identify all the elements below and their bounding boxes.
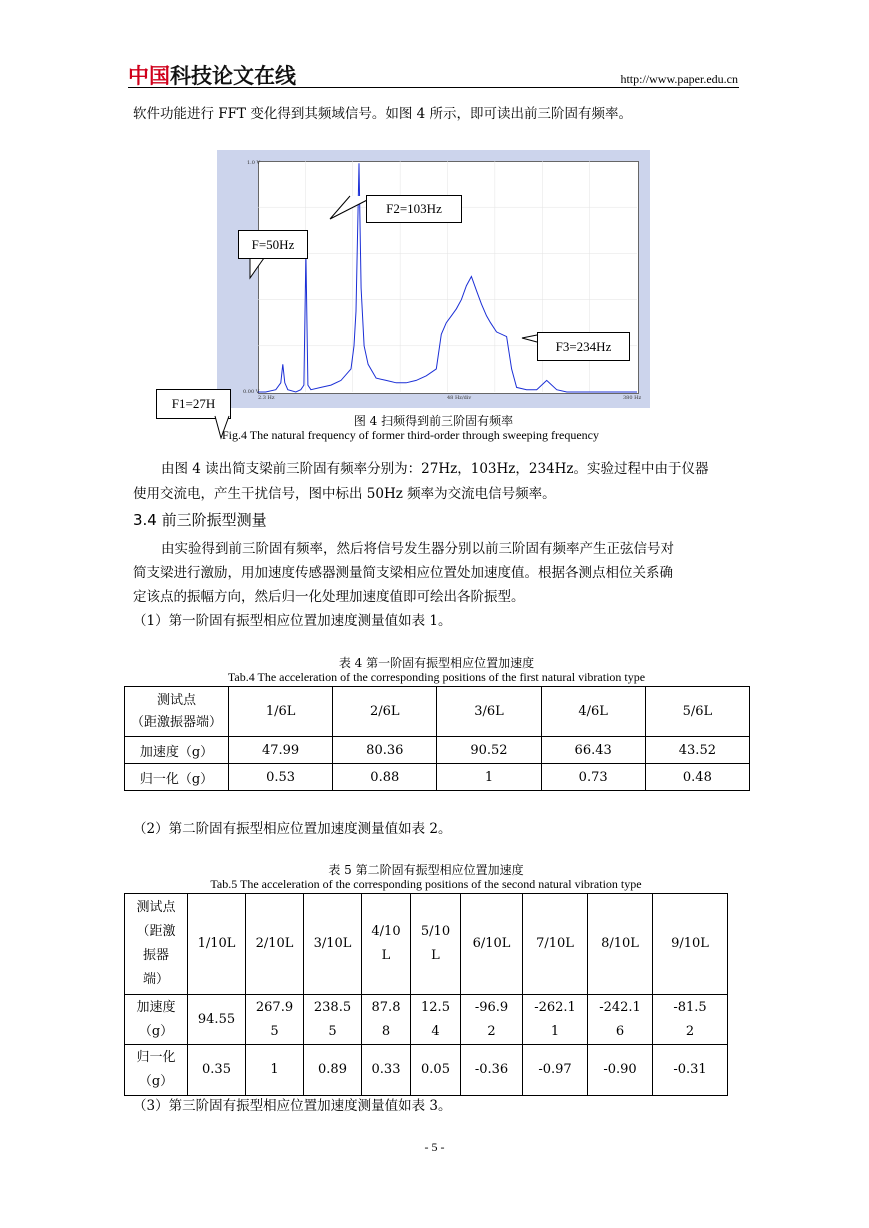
table-cell: 0.48: [645, 764, 749, 791]
figure-4-caption-en: Fig.4 The natural frequency of former third-order through sweeping frequency: [222, 428, 599, 442]
table-row: [125, 995, 728, 1045]
paragraph-table1-ref: （1）第一阶固有振型相应位置加速度测量值如表 1。: [133, 613, 452, 629]
table-cell: -0.90: [588, 1045, 653, 1096]
table-row: [125, 1045, 728, 1096]
table-cell: 0.53: [229, 764, 333, 791]
table-cell: 0.88: [333, 764, 437, 791]
paragraph-table2-ref: （2）第二阶固有振型相应位置加速度测量值如表 2。: [133, 821, 452, 837]
table-header-cell: 4/6L: [541, 687, 645, 737]
table-cell: 0.35: [188, 1045, 246, 1096]
table-cell: -96.9 2: [461, 995, 523, 1045]
paragraph-intro: 软件功能进行 FFT 变化得到其频域信号。如图 4 所示，即可读出前三阶固有频率。: [133, 106, 632, 122]
table-header-cell: 1/10L: [188, 894, 246, 995]
table-cell: 238.5 5: [304, 995, 362, 1045]
table-cell: 12.5 4: [411, 995, 461, 1045]
table-header-cell: 测试点 （距激 振器 端）: [125, 894, 188, 995]
table-5: [124, 893, 728, 1096]
table-header-cell: 8/10L: [588, 894, 653, 995]
table-cell: 90.52: [437, 737, 541, 764]
row-label-cell: 加速度（g）: [125, 737, 229, 764]
table-header-cell: 9/10L: [653, 894, 728, 995]
table-cell: 0.05: [411, 1045, 461, 1096]
table-header-cell: 7/10L: [523, 894, 588, 995]
table-cell: 80.36: [333, 737, 437, 764]
table-cell: 0.89: [304, 1045, 362, 1096]
x-right-label: 380 Hz: [623, 395, 642, 401]
table-header-cell: 2/10L: [246, 894, 304, 995]
table-cell: 47.99: [229, 737, 333, 764]
x-left-label: 2.3 Hz: [258, 395, 275, 401]
paragraph-method-l2: 简支梁进行激励，用加速度传感器测量简支梁相应位置处加速度值。根据各测点相位关系确: [133, 565, 673, 581]
table-cell: 1: [437, 764, 541, 791]
table-cell: 0.73: [541, 764, 645, 791]
section-title: 3.4 前三阶振型测量: [133, 511, 267, 529]
callout-f1: F1=27H: [156, 389, 231, 419]
table-cell: 43.52: [645, 737, 749, 764]
callout-f: F=50Hz: [238, 230, 308, 259]
table-header-cell: 3/10L: [304, 894, 362, 995]
table-header-cell: 1/6L: [229, 687, 333, 737]
paragraph-method-l3: 定该点的振幅方向，然后归一化处理加速度值即可绘出各阶振型。: [133, 589, 525, 605]
row-label-cell: 归一化（g）: [125, 764, 229, 791]
table-5-caption-cn: 表 5 第二阶固有振型相应位置加速度: [328, 863, 524, 877]
table-header-cell: 3/6L: [437, 687, 541, 737]
table-header-cell: 6/10L: [461, 894, 523, 995]
callout-f3: F3=234Hz: [537, 332, 630, 361]
page-number: - 5 -: [424, 1140, 445, 1154]
logo-dark-text: 科技论文在线: [170, 64, 296, 88]
table-cell: 94.55: [188, 995, 246, 1045]
table-row: [125, 737, 750, 764]
row-label-cell: 归一化 （g）: [125, 1045, 188, 1096]
row-label-cell: 加速度 （g）: [125, 995, 188, 1045]
site-logo: [128, 60, 296, 90]
table-4-caption-cn: 表 4 第一阶固有振型相应位置加速度: [338, 656, 535, 670]
table-header-cell: 5/10 L: [411, 894, 461, 995]
y-top-label: 1.0 V: [247, 160, 261, 166]
table-cell: -262.1 1: [523, 995, 588, 1045]
table-cell: -242.1 6: [588, 995, 653, 1045]
fft-chart: [217, 150, 650, 408]
logo-red-text: 中国: [128, 64, 170, 88]
table-header-cell: 4/10 L: [362, 894, 411, 995]
table-cell: 66.43: [541, 737, 645, 764]
table-cell: -0.97: [523, 1045, 588, 1096]
table-header-cell: 测试点 （距激振器端）: [125, 687, 229, 737]
paragraph-method-l1: 由实验得到前三阶固有频率，然后将信号发生器分别以前三阶固有频率产生正弦信号对: [161, 541, 674, 557]
table-cell: 0.33: [362, 1045, 411, 1096]
table-cell: -0.36: [461, 1045, 523, 1096]
header-url[interactable]: http://www.paper.edu.cn: [620, 72, 738, 86]
figure-4-caption-cn: 图 4 扫频得到前三阶固有频率: [353, 414, 514, 428]
x-mid-label: 48 Hz/div: [447, 395, 472, 401]
paragraph-table3-ref: （3）第三阶固有振型相应位置加速度测量值如表 3。: [133, 1098, 452, 1114]
paragraph-frequencies-l2: 使用交流电，产生干扰信号，图中标出 50Hz 频率为交流电信号频率。: [133, 486, 556, 502]
table-header-cell: 2/6L: [333, 687, 437, 737]
y-bottom-label: 0.00 V: [243, 389, 260, 395]
callout-f2: F2=103Hz: [366, 195, 462, 223]
header-rule: [128, 87, 739, 88]
figure-4: [217, 150, 650, 408]
table-5-caption-en: Tab.5 The acceleration of the corresponding positions of the second natural vibration type: [210, 877, 642, 891]
table-cell: -0.31: [653, 1045, 728, 1096]
table-cell: 1: [246, 1045, 304, 1096]
table-cell: 267.9 5: [246, 995, 304, 1045]
table-row: [125, 764, 750, 791]
table-row: [125, 687, 750, 737]
table-cell: 87.8 8: [362, 995, 411, 1045]
table-row: [125, 894, 728, 995]
table-4-caption-en: Tab.4 The acceleration of the corresponding positions of the first natural vibration type: [227, 670, 646, 684]
callout-f-tail: [250, 258, 264, 278]
table-4: [124, 686, 750, 791]
table-header-cell: 5/6L: [645, 687, 749, 737]
table-cell: -81.5 2: [653, 995, 728, 1045]
paragraph-frequencies-l1: 由图 4 读出简支梁前三阶固有频率分别为：27Hz，103Hz，234Hz。实验过程中由于仪器: [161, 461, 709, 477]
callout-f3-tail: [522, 335, 537, 342]
